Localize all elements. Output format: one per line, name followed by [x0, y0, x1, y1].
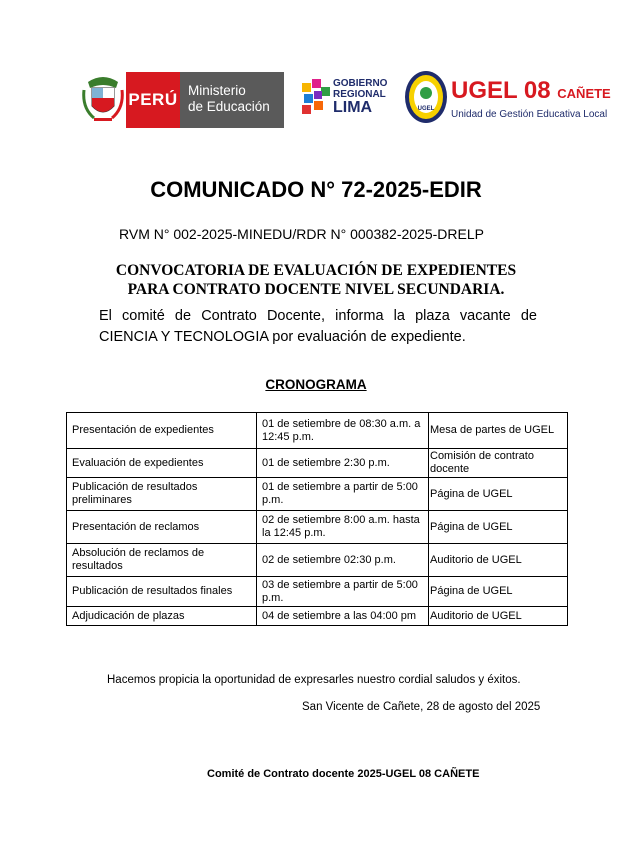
convocatoria-heading-line1: CONVOCATORIA DE EVALUACIÓN DE EXPEDIENTES: [115, 262, 517, 279]
schedule-activity-cell: Publicación de resultados preliminares: [67, 478, 257, 511]
schedule-date-cell: 01 de setiembre a partir de 5:00 p.m.: [257, 478, 429, 511]
schedule-date-cell: 02 de setiembre 8:00 a.m. hasta la 12:45 p.m.: [257, 511, 429, 544]
schedule-place-cell: Auditorio de UGEL: [429, 607, 568, 626]
intro-paragraph: El comité de Contrato Docente, informa la plaza vacante de CIENCIA Y TECNOLOGIA por evaluación de expediente.: [99, 308, 537, 345]
schedule-place-cell: Auditorio de UGEL: [429, 544, 568, 577]
minedu-logo: [126, 72, 284, 128]
legal-reference: RVM N° 002-2025-MINEDU/RDR N° 000382-2025-DRELP: [119, 226, 484, 242]
schedule-place-cell: Página de UGEL: [429, 511, 568, 544]
schedule-body: [67, 413, 568, 626]
schedule-row: [67, 544, 568, 577]
place-and-date: San Vicente de Cañete, 28 de agosto del 2025: [302, 701, 541, 713]
schedule-date-cell: 01 de setiembre 2:30 p.m.: [257, 449, 429, 478]
document-title: COMUNICADO N° 72-2025-EDIR: [150, 177, 482, 202]
svg-text:UGEL: UGEL: [417, 106, 435, 112]
schedule-date-cell: 02 de setiembre 02:30 p.m.: [257, 544, 429, 577]
schedule-row: [67, 449, 568, 478]
schedule-activity-cell: Absolución de reclamos de resultados: [67, 544, 257, 577]
ugel-seal-logo: [404, 70, 448, 124]
peru-coat-of-arms-logo: [82, 74, 124, 124]
schedule-activity-cell: Presentación de expedientes: [67, 413, 257, 449]
schedule-date-cell: 04 de setiembre a las 04:00 pm: [257, 607, 429, 626]
minedu-label: Ministerio de Educación: [180, 72, 284, 128]
ugel-logo-subtitle: Unidad de Gestión Educativa Local: [451, 109, 608, 120]
schedule-row: [67, 478, 568, 511]
schedule-activity-cell: Adjudicación de plazas: [67, 607, 257, 626]
schedule-place-cell: Comisión de contrato docente: [429, 449, 568, 478]
convocatoria-heading-line2: PARA CONTRATO DOCENTE NIVEL SECUNDARIA.: [127, 281, 505, 298]
gobierno-regional-lima-mark-icon: [302, 79, 330, 115]
peru-label: PERÚ: [126, 72, 180, 128]
schedule-activity-cell: Publicación de resultados finales: [67, 577, 257, 607]
schedule-place-cell: Mesa de partes de UGEL: [429, 413, 568, 449]
cronograma-heading: CRONOGRAMA: [265, 377, 367, 392]
schedule-activity-cell: Presentación de reclamos: [67, 511, 257, 544]
schedule-row: [67, 511, 568, 544]
schedule-table: [66, 412, 568, 626]
closing-message: Hacemos propicia la oportunidad de expresarles nuestro cordial saludos y éxitos.: [107, 674, 521, 686]
schedule-row: [67, 607, 568, 626]
schedule-row: [67, 577, 568, 607]
gobierno-regional-lima-logo: GOBIERNO REGIONAL LIMA: [333, 78, 388, 116]
ugel-logo-title: UGEL 08 CAÑETE: [451, 77, 611, 104]
schedule-place-cell: Página de UGEL: [429, 478, 568, 511]
signature-committee: Comité de Contrato docente 2025-UGEL 08 CAÑETE: [207, 768, 480, 780]
schedule-date-cell: 03 de setiembre a partir de 5:00 p.m.: [257, 577, 429, 607]
schedule-row: [67, 413, 568, 449]
schedule-place-cell: Página de UGEL: [429, 577, 568, 607]
schedule-activity-cell: Evaluación de expedientes: [67, 449, 257, 478]
schedule-date-cell: 01 de setiembre de 08:30 a.m. a 12:45 p.m.: [257, 413, 429, 449]
